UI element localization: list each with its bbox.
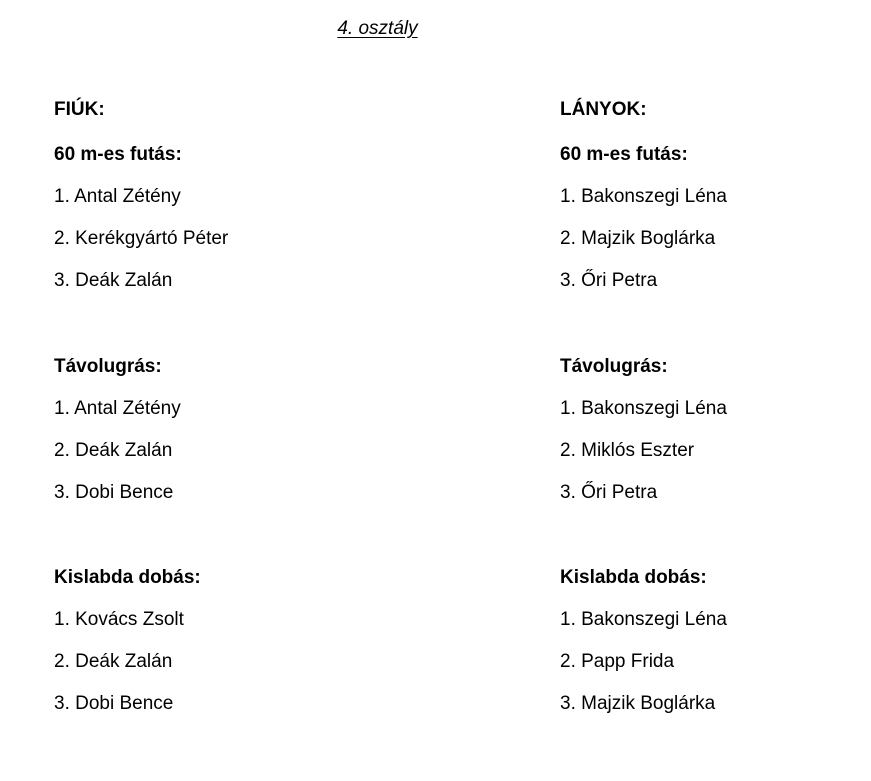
place-line: 3. Őri Petra (560, 482, 658, 503)
event-title: 60 m-es futás: (54, 144, 182, 165)
place-line: 1. Antal Zétény (54, 186, 181, 207)
event-boys-longjump (54, 357, 560, 502)
event-girls-60m (560, 145, 871, 290)
place-line: 2. Kerékgyártó Péter (54, 228, 229, 249)
event-title: Kislabda dobás: (560, 567, 707, 588)
section-spacer (54, 313, 560, 357)
place-line: 1. Kovács Zsolt (54, 609, 184, 630)
place-line: 3. Dobi Bence (54, 693, 174, 714)
event-girls-ballthrow (560, 568, 871, 713)
place-line: 3. Deák Zalán (54, 270, 173, 291)
place-line: 3. Majzik Boglárka (560, 693, 716, 714)
place-line: 2. Deák Zalán (54, 440, 173, 461)
event-title: Távolugrás: (560, 356, 668, 377)
place-line: 1. Bakonszegi Léna (560, 186, 727, 207)
group-heading-girls: LÁNYOK: (560, 99, 647, 120)
results-column-girls (560, 100, 871, 736)
event-title: Kislabda dobás: (54, 567, 201, 588)
place-line: 2. Deák Zalán (54, 651, 173, 672)
section-spacer (54, 525, 560, 568)
place-line: 2. Majzik Boglárka (560, 228, 716, 249)
place-line: 3. Dobi Bence (54, 482, 174, 503)
page-title: 4. osztály (337, 18, 418, 39)
place-line: 1. Bakonszegi Léna (560, 609, 727, 630)
place-line: 1. Antal Zétény (54, 398, 181, 419)
place-line: 3. Őri Petra (560, 270, 658, 291)
place-line: 2. Papp Frida (560, 651, 675, 672)
event-title: Távolugrás: (54, 356, 162, 377)
section-spacer (560, 525, 871, 568)
event-title: 60 m-es futás: (560, 144, 688, 165)
group-heading-boys: FIÚK: (54, 99, 105, 120)
event-girls-longjump (560, 357, 871, 502)
results-column-boys (0, 100, 560, 736)
results-columns (0, 100, 871, 736)
section-spacer (560, 313, 871, 357)
event-boys-60m (54, 145, 560, 290)
place-line: 2. Miklós Eszter (560, 440, 695, 461)
place-line: 1. Bakonszegi Léna (560, 398, 727, 419)
event-boys-ballthrow (54, 568, 560, 713)
